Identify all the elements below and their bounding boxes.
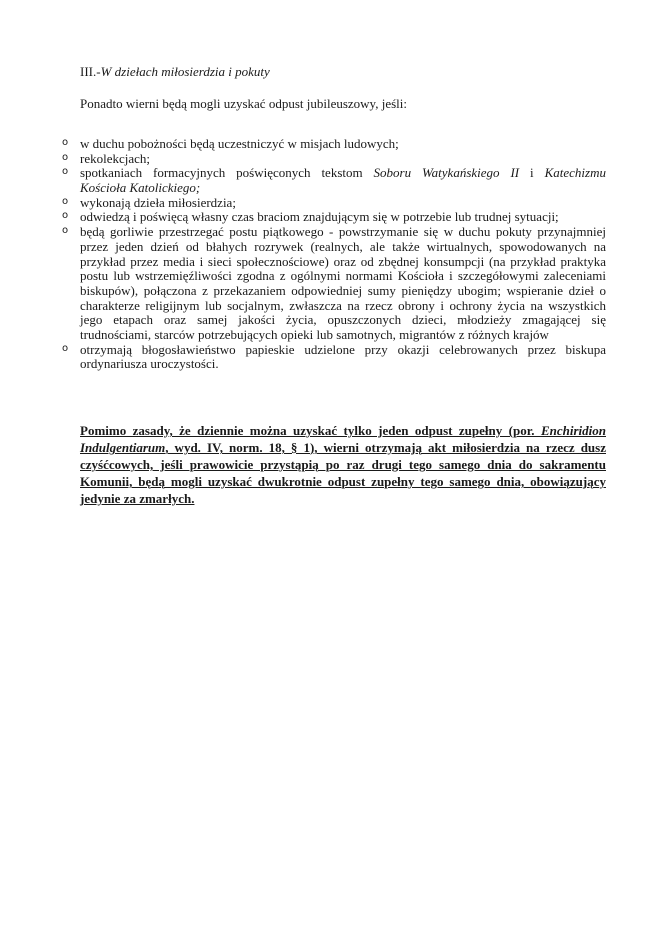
list-item	[62, 224, 606, 343]
bullet-icon: o	[62, 151, 69, 163]
bullet-icon: o	[62, 166, 69, 178]
list-item	[62, 150, 606, 167]
bullet-icon: o	[62, 137, 69, 148]
list-item-line: charakterze religijnym lub socjalnym, zwłaszcza na rzecz obrony i ochrony życia na wszystkich	[80, 297, 606, 313]
section-title: W dziełach miłosierdzia i pokuty	[100, 64, 270, 79]
note-line: Komunii, będą mogli uzyskać dwukrotnie odpust zupełny tego samego dnia, obowiązujący	[80, 474, 606, 489]
list-item-text	[80, 166, 606, 181]
section-number: III.-	[80, 64, 101, 79]
list-item-text: w duchu pobożności będą uczestniczyć w misjach ludowych;	[80, 136, 399, 151]
list-item	[62, 165, 606, 196]
list-item-line: przez jeden dzień od błahych rozrywek (realnych, ale także wirtualnych, spowodowanych na	[80, 238, 606, 254]
list-item	[62, 194, 606, 211]
intro-text: Ponadto wierni będą mogli uzyskać odpust jubileuszowy, jeśli:	[80, 96, 407, 111]
list-item-text: odwiedzą i poświęcą własny czas braciom znajdującym się w potrzebie lub trudnej sytuacji;	[80, 209, 559, 225]
conditions-list	[62, 136, 606, 372]
list-item-line: biskupów), połączona z przekazaniem odpowiedniej sumy pieniędzy ubogim; wspieranie dzieł o	[80, 282, 606, 298]
italic-reference: Indulgentiarum	[80, 440, 166, 455]
list-item-text: rekolekcjach;	[80, 150, 151, 166]
section-heading	[80, 65, 606, 80]
text-segment: i	[519, 165, 545, 181]
list-item	[62, 209, 606, 225]
list-item	[62, 136, 606, 152]
list-item-line: przykład przez media i sieci społecznościowe) oraz od zbędnej konsumpcji (na przykład praktyka	[80, 253, 606, 269]
note-line: jedynie za zmarłych.	[80, 491, 195, 506]
bullet-icon: o	[62, 225, 69, 237]
italic-reference: Katechizmu	[544, 165, 606, 181]
italic-reference: Soboru Watykańskiego II	[373, 165, 520, 181]
text-segment: , wyd. IV, norm. 18, § 1), wierni otrzymają akt miłosierdzia na rzecz dusz	[165, 440, 606, 455]
note-line	[80, 422, 606, 439]
list-item-line: postu lub wstrzemięźliwości zgodna z ogólnymi normami Kościoła i szczegółowymi zaleceniami	[80, 268, 606, 284]
bullet-icon: o	[62, 342, 69, 354]
list-item-line: jego etapach oraz samej jakości życia, opuszczonych dzieci, młodzieży zmagającej się	[80, 312, 606, 328]
note-line: czyśćcowych, jeśli prawowicie przystąpią po raz drugi tego samego dnia do sakramentu	[80, 457, 606, 472]
italic-reference: Enchiridion	[540, 423, 606, 438]
list-item-line: otrzymają błogosławieństwo papieskie udzielone przy okazji celebrowanych przez biskupa	[80, 341, 606, 357]
note-line	[80, 439, 606, 456]
list-item-text: wykonają dzieła miłosierdzia;	[80, 194, 236, 210]
intro-paragraph	[80, 97, 606, 112]
bullet-icon: o	[62, 210, 69, 222]
list-item-line: trudnościami, starców potrzebujących opieki lub samotnych, migrantów z różnych krajów	[80, 326, 549, 342]
text-segment: Pomimo zasady, że dziennie można uzyskać tylko jeden odpust zupełny (por.	[80, 423, 541, 438]
bullet-icon: o	[62, 195, 69, 207]
text-segment: spotkaniach formacyjnych poświęconych tekstom	[80, 165, 374, 181]
list-item-line: ordynariusza uroczystości.	[80, 356, 219, 372]
italic-reference: Kościoła Katolickiego;	[80, 180, 201, 196]
list-item-line: będą gorliwie przestrzegać postu piątkowego - powstrzymanie się w duchu pokuty przynajmniej	[80, 224, 606, 240]
list-item	[62, 341, 606, 372]
plenary-indulgence-note	[80, 422, 606, 507]
